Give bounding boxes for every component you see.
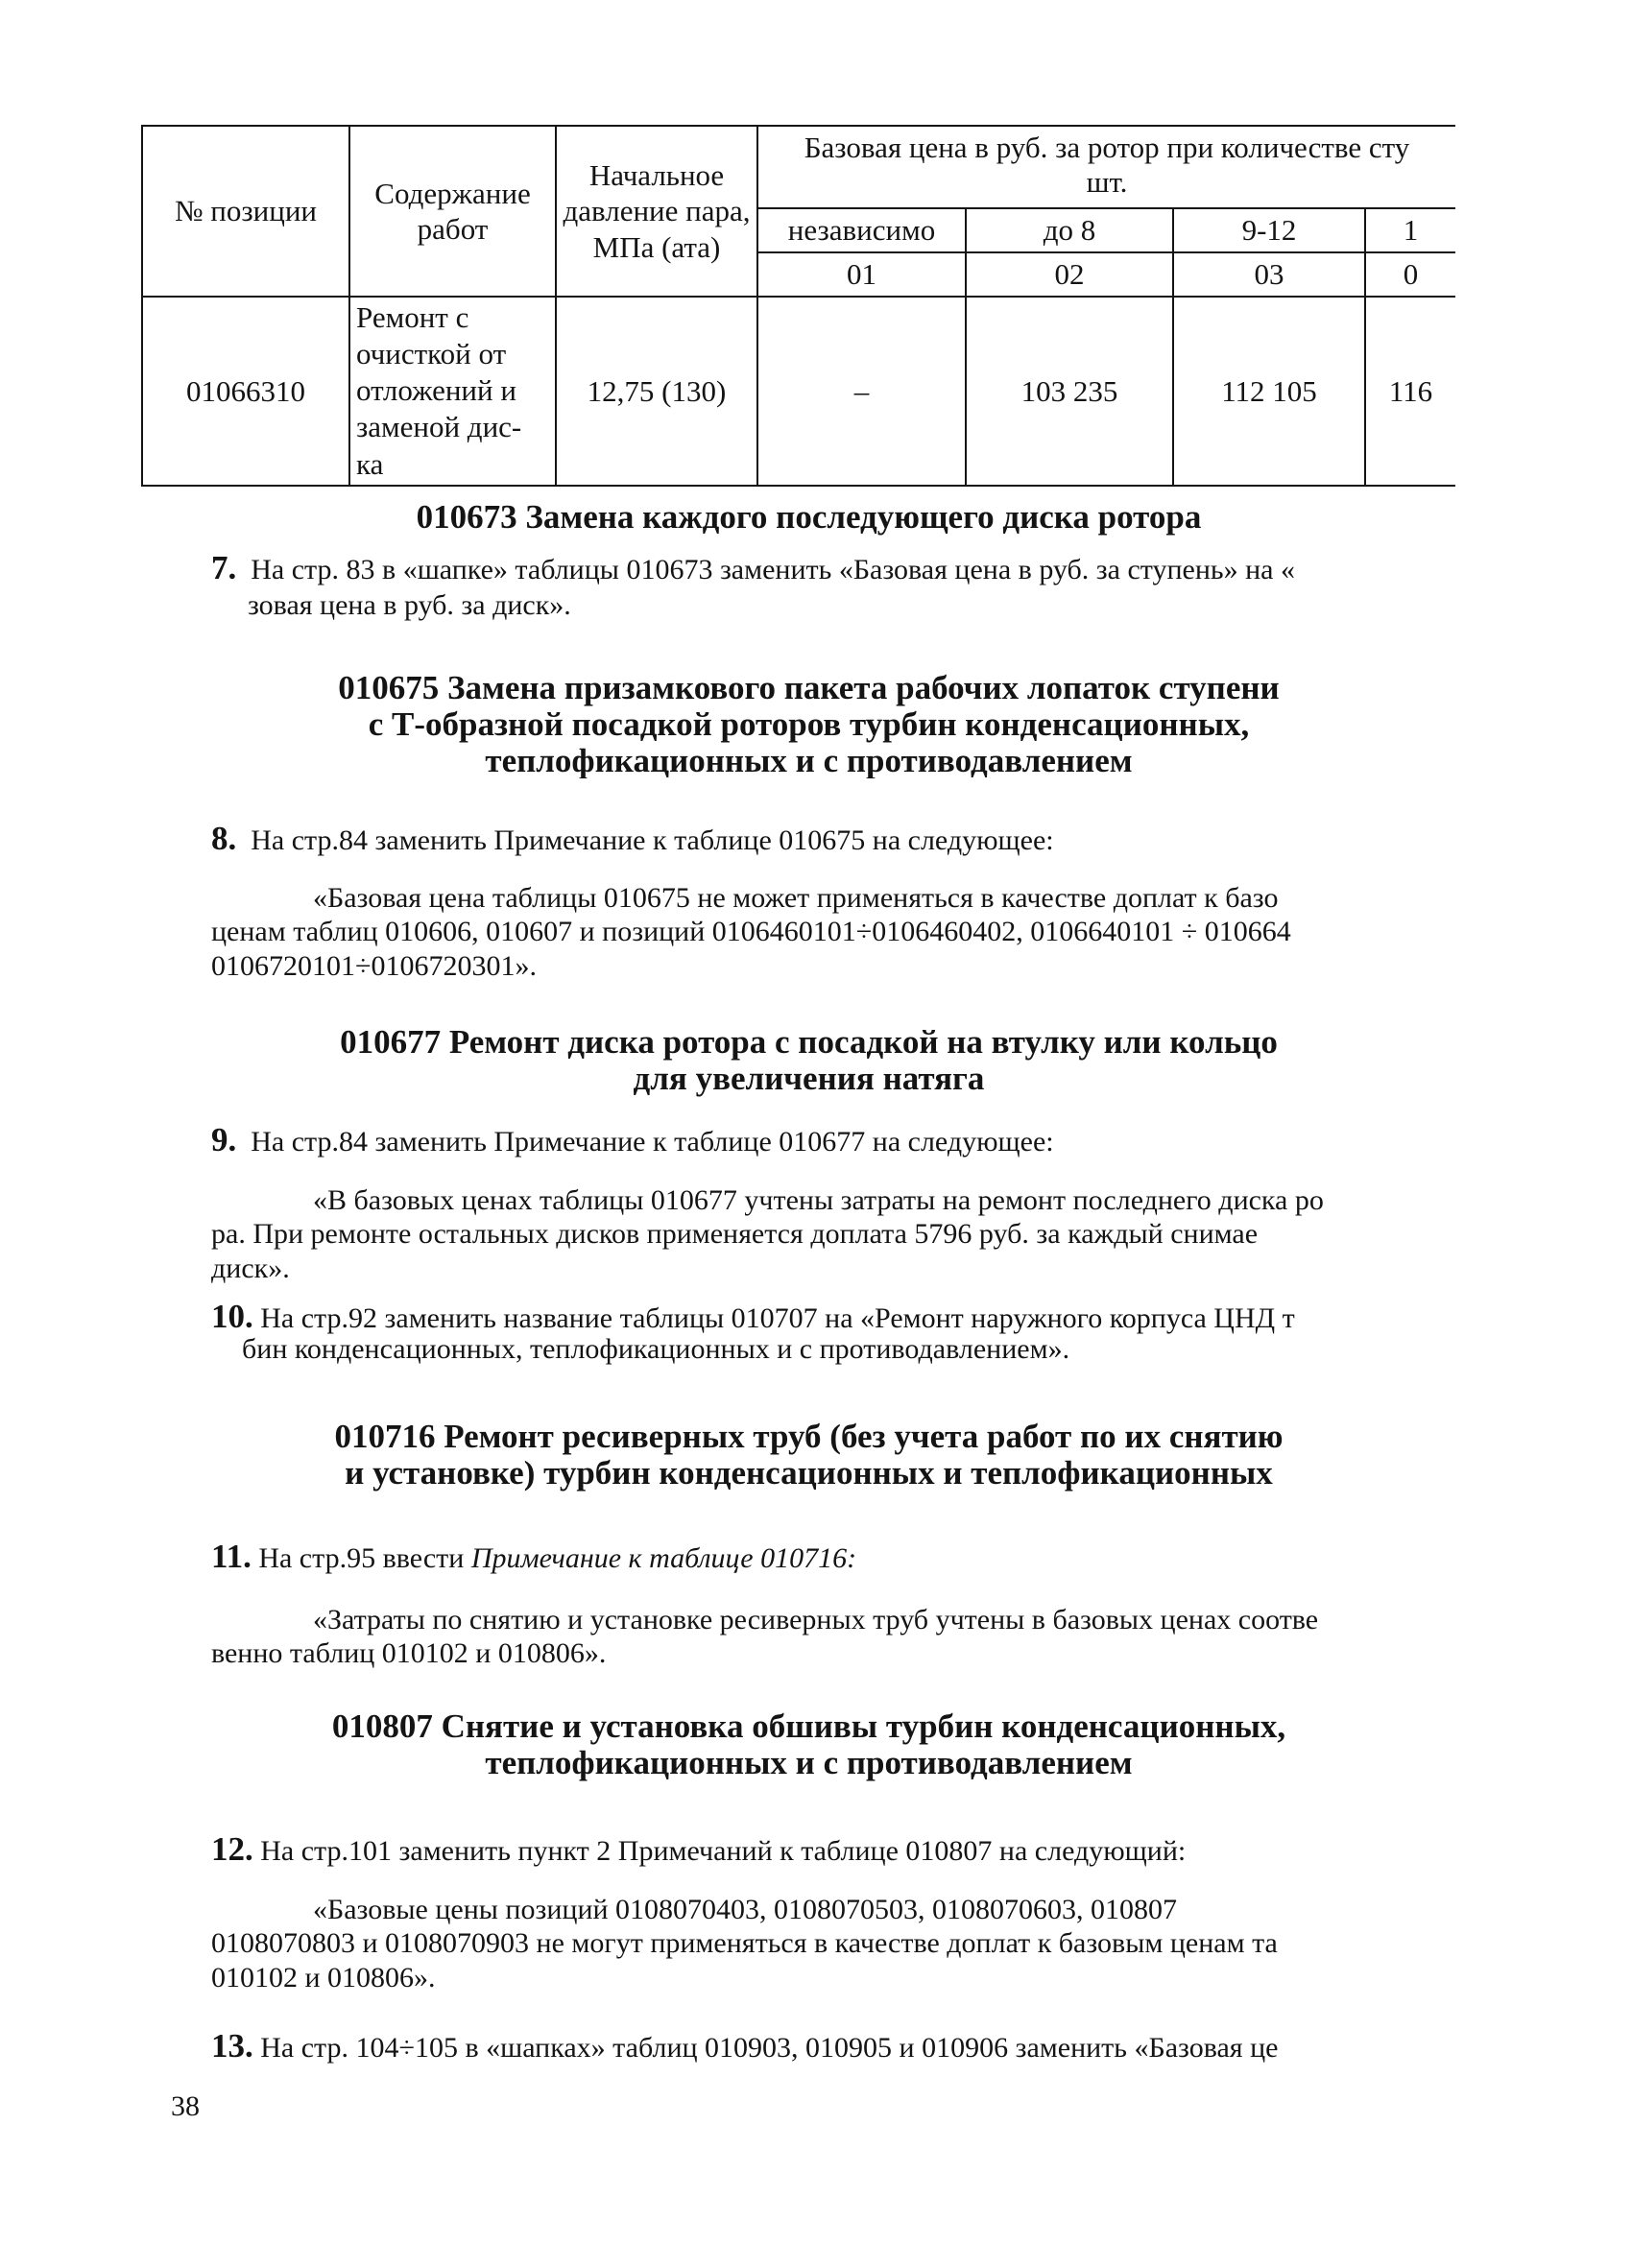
price-table xyxy=(141,125,1455,487)
heading-line: теплофикационных и с противодавлением xyxy=(485,1744,1133,1781)
quote-line: ценам таблиц 010606, 010607 и позиций 0106460101÷0106460402, 0106640101 ÷ 010664 xyxy=(211,916,1291,948)
list-item xyxy=(211,1119,1459,1160)
item-number: 8. xyxy=(211,820,237,857)
heading-line: теплофикационных и с противодавлением xyxy=(485,742,1133,779)
list-item xyxy=(211,1536,1459,1577)
item-text: На стр.84 заменить Примечание к таблице 010675 на следующее: xyxy=(251,824,1054,856)
item-text: На стр. 83 в «шапке» таблицы 010673 заменить «Базовая цена в руб. за ступень» на « xyxy=(251,554,1295,585)
quote-line: 0108070803 и 0108070903 не могут применяться в качестве доплат к базовым ценам та xyxy=(211,1927,1278,1960)
cell-initial-pressure: 12,75 (130) xyxy=(556,297,757,486)
cell-price: 116 xyxy=(1365,297,1455,486)
qty-header: 1 xyxy=(1365,208,1455,252)
item-text: зовая цена в руб. за диск». xyxy=(248,589,571,622)
qty-header: до 8 xyxy=(966,208,1173,252)
quote-line: диск». xyxy=(211,1252,290,1284)
section-heading xyxy=(163,1708,1454,1781)
quote-line: 0106720101÷0106720301». xyxy=(211,949,537,982)
list-item xyxy=(211,1828,1459,1870)
work-content-line: заменой дис- xyxy=(356,410,522,444)
section-heading xyxy=(163,670,1454,778)
cell-price: 103 235 xyxy=(966,297,1173,486)
quote-line: венно таблиц 010102 и 010806». xyxy=(211,1637,607,1670)
quote-line: «В базовых ценах таблицы 010677 учтены затраты на ремонт последнего диска ро xyxy=(313,1184,1324,1216)
quote-line: 010102 и 010806». xyxy=(211,1961,436,1993)
qty-code: 0 xyxy=(1365,252,1455,297)
heading-line: 010673 Замена каждого последующего диска ротора xyxy=(416,499,1202,536)
qty-code: 02 xyxy=(966,252,1173,297)
table-row xyxy=(142,297,1455,486)
item-number: 13. xyxy=(211,2027,253,2065)
quote-line: «Базовые цены позиций 0108070403, 0108070503, 0108070603, 010807 xyxy=(313,1894,1178,1925)
item-number: 11. xyxy=(211,1538,252,1575)
list-item xyxy=(211,2025,1459,2066)
item-text: бин конденсационных, теплофикационных и с противодавлением». xyxy=(242,1333,1070,1365)
quote-block xyxy=(211,1603,1459,1671)
work-content-line: отложений и xyxy=(356,373,516,408)
item-text: На стр.84 заменить Примечание к таблице 010677 на следующее: xyxy=(251,1126,1054,1158)
work-content-line: Ремонт с xyxy=(356,300,469,334)
section-heading xyxy=(163,1024,1454,1097)
section-heading xyxy=(163,1419,1454,1492)
item-text: На стр.92 заменить название таблицы 010707 на «Ремонт наружного корпуса ЦНД т xyxy=(260,1302,1295,1334)
header-base-price xyxy=(757,126,1455,208)
header-position-no: № позиции xyxy=(142,126,349,297)
header-initial-pressure: Начальное давление пара, МПа (ата) xyxy=(556,126,757,297)
cell-price: 112 105 xyxy=(1173,297,1365,486)
heading-line: 010677 Ремонт диска ротора с посадкой на втулку или кольцо xyxy=(340,1024,1278,1061)
quote-line: «Затраты по снятию и установке ресиверных труб учтены в базовых ценах соотве xyxy=(313,1604,1319,1635)
page-number: 38 xyxy=(171,2090,200,2122)
item-text-italic: Примечание к таблице 010716: xyxy=(470,1542,857,1574)
quote-block xyxy=(211,1183,1459,1285)
header-work-content: Содержание работ xyxy=(349,126,556,297)
qty-header: независимо xyxy=(757,208,966,252)
qty-header: 9-12 xyxy=(1173,208,1365,252)
list-item xyxy=(211,547,1459,624)
header-base-price-unit: шт. xyxy=(1086,164,1128,199)
item-number: 12. xyxy=(211,1830,253,1868)
heading-line: 010675 Замена призамкового пакета рабочих лопаток ступени xyxy=(338,670,1280,706)
list-item xyxy=(211,1296,1459,1337)
heading-line: 010716 Ремонт ресиверных труб (без учета работ по их снятию xyxy=(334,1419,1284,1455)
item-number: 7. xyxy=(211,549,237,586)
quote-block xyxy=(211,881,1459,983)
qty-code: 01 xyxy=(757,252,966,297)
cell-position-no: 01066310 xyxy=(142,297,349,486)
heading-line: с Т-образной посадкой роторов турбин конденсационных, xyxy=(368,705,1250,743)
quote-line: ра. При ремонте остальных дисков применяется доплата 5796 руб. за каждый снимае xyxy=(211,1218,1259,1251)
work-content-line: ка xyxy=(356,446,384,481)
section-heading xyxy=(163,499,1454,536)
cell-price: – xyxy=(757,297,966,486)
item-text: На стр. 104÷105 в «шапках» таблиц 010903, 010905 и 010906 заменить «Базовая це xyxy=(260,2032,1279,2064)
item-number: 9. xyxy=(211,1121,237,1158)
header-base-price-text: Базовая цена в руб. за ротор при количестве сту xyxy=(804,131,1410,164)
item-text: На стр.101 заменить пункт 2 Примечаний к таблице 010807 на следующий: xyxy=(260,1835,1187,1867)
list-item xyxy=(211,818,1459,859)
qty-code: 03 xyxy=(1173,252,1365,297)
cell-work-content-lines xyxy=(349,297,556,486)
heading-line: 010807 Снятие и установка обшивы турбин конденсационных, xyxy=(331,1708,1286,1745)
quote-line: «Базовая цена таблицы 010675 не может применяться в качестве доплат к базо xyxy=(313,882,1279,914)
item-number: 10. xyxy=(211,1298,253,1335)
work-content-line: очисткой от xyxy=(356,337,507,371)
item-text: На стр.95 ввести xyxy=(258,1542,471,1574)
heading-line: для увеличения натяга xyxy=(633,1060,985,1097)
heading-line: и установке) турбин конденсационных и теплофикационных xyxy=(345,1454,1273,1492)
quote-block xyxy=(211,1893,1459,1994)
